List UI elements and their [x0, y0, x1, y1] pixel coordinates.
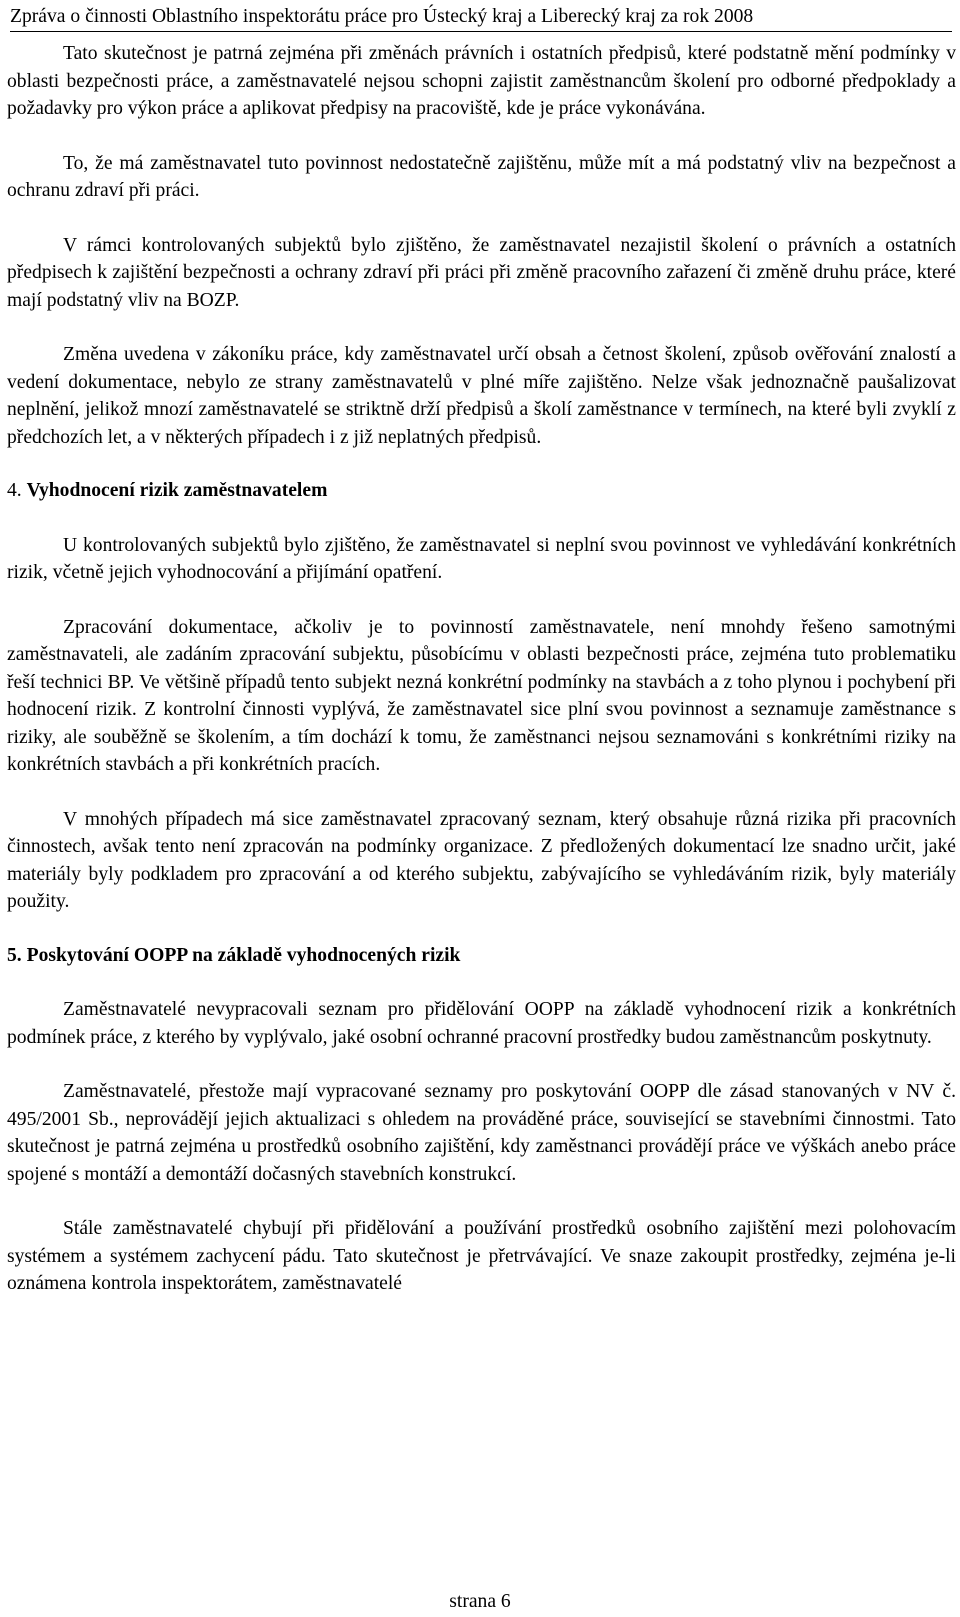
- paragraph: To, že má zaměstnavatel tuto povinnost nedostatečně zajištěnu, může mít a má podstatný vliv na bezpečnost a ochranu zdraví při práci.: [7, 152, 956, 201]
- running-header: Zpráva o činnosti Oblastního inspektorátu práce pro Ústecký kraj a Liberecký kraj za rok 2008: [10, 6, 754, 27]
- paragraph: U kontrolovaných subjektů bylo zjištěno, že zaměstnavatel si neplní svou povinnost ve vyhledávání konkrétních rizik, včetně jejich vyhodnocování a přijímání opatření.: [7, 534, 956, 583]
- section-title: Vyhodnocení rizik zaměstnavatelem: [26, 480, 328, 501]
- section-title: Poskytování OOPP na základě vyhodnocených rizik: [26, 944, 461, 966]
- paragraph: V rámci kontrolovaných subjektů bylo zjištěno, že zaměstnavatel nezajistil školení o právních a ostatních předpisech k zajištění bezpečnosti a ochrany zdraví při práci při změně pracovního zařazení či změně druhu práce, které mají podstatný vliv na BOZP.: [7, 234, 956, 311]
- paragraph: Stále zaměstnavatelé chybují při přidělování a používání prostředků osobního zajištění mezi polohovacím systémem a systémem zachycení pádu. Tato skutečnost je přetrvávající. Ve snaze zakoupit prostředky, zejména je-li oznámena kontrola inspektorátem, zaměstnavatelé: [7, 1218, 956, 1294]
- header-rule: [10, 31, 952, 32]
- section-number: 4.: [7, 480, 22, 501]
- section-heading-4: [7, 477, 956, 505]
- section-number: 5.: [7, 944, 22, 966]
- page-number: strana 6: [449, 1591, 511, 1612]
- document-body: [7, 40, 956, 1298]
- paragraph: Zaměstnavatelé nevypracovali seznam pro přidělování OOPP na základě vyhodnocení rizik a konkrétních podmínek práce, z kterého by vyplývalo, jaké osobní ochranné pracovní prostředky budou zaměstnancům poskytnuty.: [7, 999, 956, 1048]
- paragraph: V mnohých případech má sice zaměstnavatel zpracovaný seznam, který obsahuje různá rizika při pracovních činnostech, avšak tento není zpracován na podmínky organizace. Z předložených dokumentací lze snadno určit, jaké materiály byly podkladem pro zpracování a od kterého subjektu, zabývajícího se vyhledáváním rizik, byly materiály použity.: [7, 808, 956, 912]
- paragraph: Zpracování dokumentace, ačkoliv je to povinností zaměstnavatele, není mnohdy řešeno samotnými zaměstnavateli, ale zadáním zpracování subjektu, působícímu v oblasti bezpečnosti práce, zejména tuto problematiku řeší technici BP. Ve většině případů tento subjekt nezná konkrétní podmínky na stavbách a z toho plynou i pochybení při hodnocení rizik. Z kontrolní činnosti vyplývá, že zaměstnavatel sice plní svou povinnost a seznamuje zaměstnance s riziky, ale souběžně se školením, a tím dochází k tomu, že zaměstnanci nejsou seznamováni s konkrétními riziky na konkrétních stavbách a při konkrétních pracích.: [7, 616, 956, 775]
- section-heading-5: [7, 942, 956, 970]
- paragraph: Změna uvedena v zákoníku práce, kdy zaměstnavatel určí obsah a četnost školení, způsob ověřování znalostí a vedení dokumentace, nebylo ze strany zaměstnavatelů v plné míře zajištěno. Nelze však jednoznačně paušalizovat neplnění, jelikož mnozí zaměstnavatelé se striktně drží předpisů a školí zaměstnance v termínech, na které byli zvyklí z předchozích let, a v některých případech i z již neplatných předpisů.: [7, 344, 956, 448]
- paragraph: Tato skutečnost je patrná zejména při změnách právních i ostatních předpisů, které podstatně mění podmínky v oblasti bezpečnosti práce, a zaměstnavatelé nejsou schopni zajistit zaměstnancům školení pro odborné předpoklady a požadavky pro výkon práce a aplikovat předpisy na pracoviště, kde je práce vykonávána.: [7, 43, 956, 119]
- paragraph: Zaměstnavatelé, přestože mají vypracované seznamy pro poskytování OOPP dle zásad stanovaných v NV č. 495/2001 Sb., neprovádějí jejich aktualizaci s ohledem na prováděné práce, související se stavebními činnostmi. Tato skutečnost je patrná zejména u prostředků osobního zajištění, kdy zaměstnanci provádějí práce ve výškách anebo práce spojené s montáží a demontáží dočasných stavebních konstrukcí.: [7, 1081, 956, 1185]
